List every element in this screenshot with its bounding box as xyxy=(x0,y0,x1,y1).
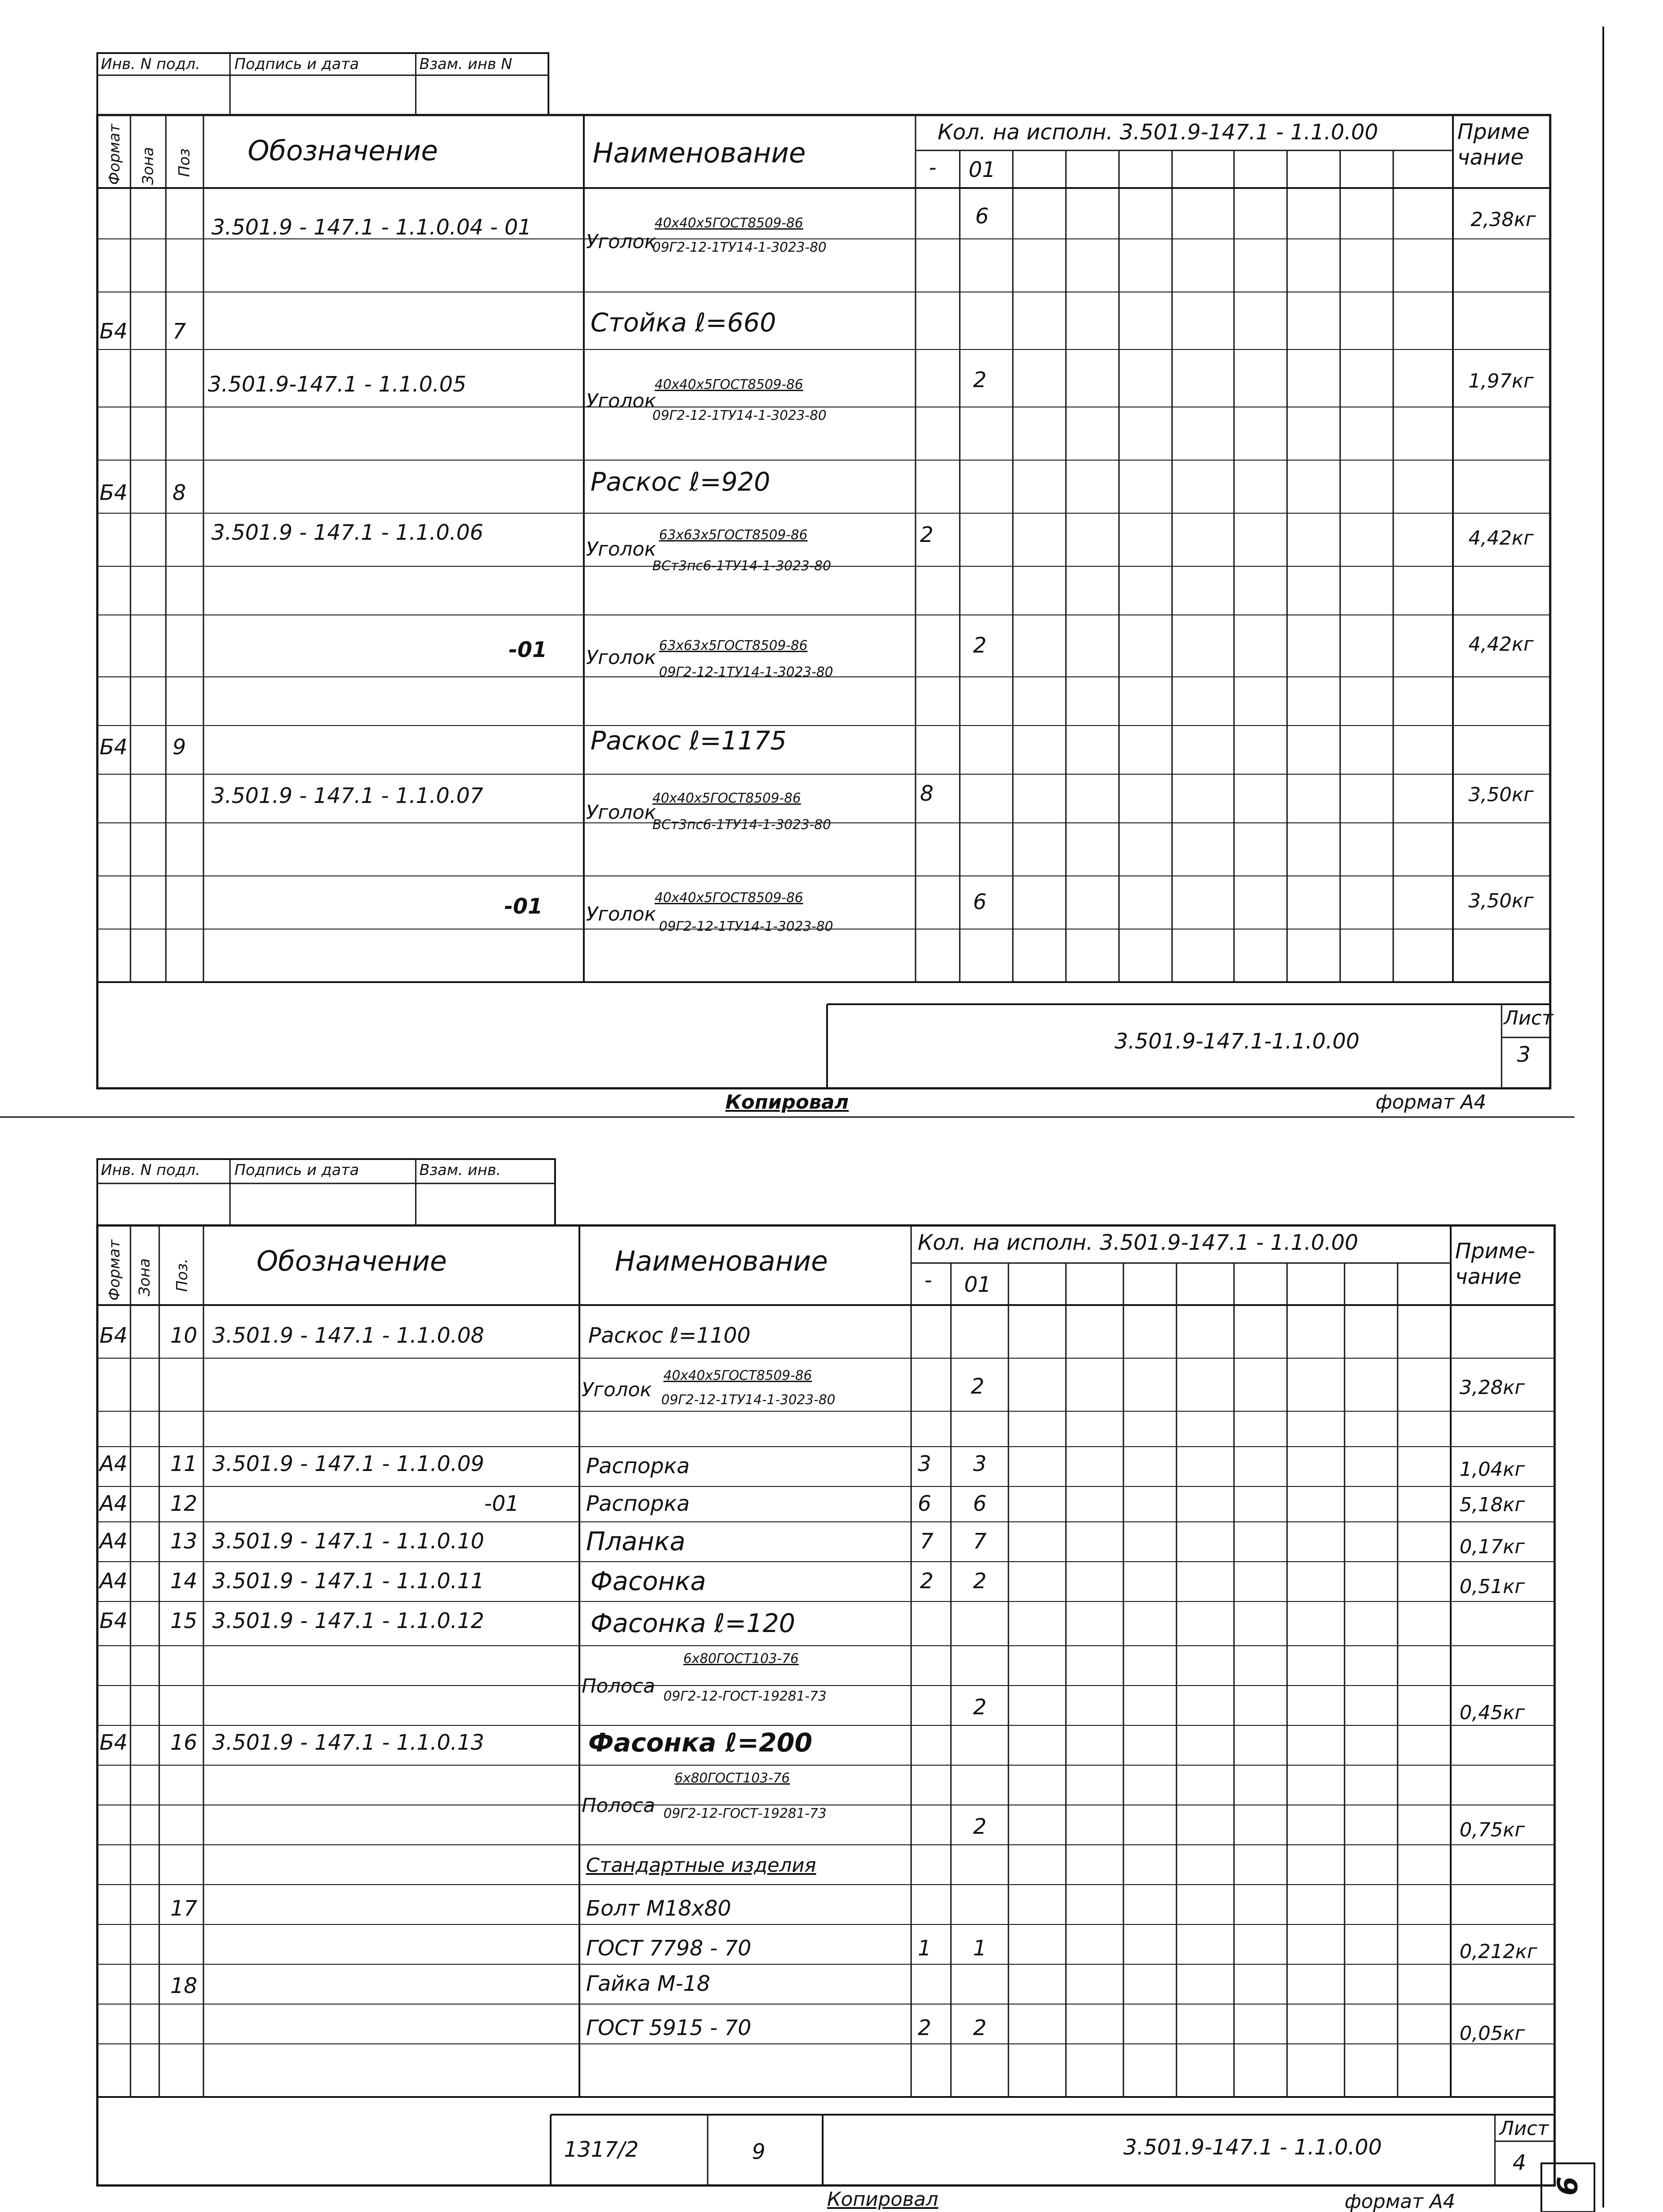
top-row3-pos: 8 xyxy=(172,480,186,505)
top-row8-designation: -01 xyxy=(504,894,543,919)
bottom-row4-name: Планка xyxy=(586,1526,686,1556)
bottom-row1-note: 3,28кг xyxy=(1460,1376,1525,1399)
bottom-row1-spec-bottom: 09Г2-12-1ТУ14-1-3023-80 xyxy=(661,1392,835,1408)
bottom-row2-note: 1,04кг xyxy=(1460,1458,1525,1481)
top-row4-spec-top: 63x63x5ГОСТ8509-86 xyxy=(659,527,808,543)
stamp-inv-label: Инв. N подл. xyxy=(101,55,200,73)
top-row1-format: Б4 xyxy=(100,319,128,344)
top-row5-q01: 2 xyxy=(973,633,987,658)
top-row4-note: 4,42кг xyxy=(1468,527,1534,549)
top-row4-designation: 3.501.9 - 147.1 - 1.1.0.06 xyxy=(211,520,483,545)
top-row7-designation: 3.501.9 - 147.1 - 1.1.0.07 xyxy=(211,783,483,808)
top-row5-designation: -01 xyxy=(509,637,547,662)
bottom-row4-format: А4 xyxy=(100,1529,128,1554)
col-header-designation: Обозначение xyxy=(248,134,438,167)
bottom-row3-q01: 6 xyxy=(973,1491,987,1516)
stamp-sign-label: Подпись и дата xyxy=(234,1161,359,1179)
bottom-row14-qdash: 2 xyxy=(918,2016,931,2040)
bottom-row3-format: А4 xyxy=(100,1491,128,1516)
top-row0-spec-top: 40x40x5ГОСТ8509-86 xyxy=(655,215,803,231)
top-row0-note: 2,38кг xyxy=(1471,208,1536,231)
bottom-row9-q01: 2 xyxy=(973,1814,987,1839)
top-row1-pos: 7 xyxy=(172,319,186,344)
bottom-section-standard: Стандартные изделия xyxy=(586,1854,816,1877)
col-header-note: Приме чание xyxy=(1457,119,1530,170)
col-header-qty: Кол. на исполн. 3.501.9-147.1 - 1.1.0.00 xyxy=(918,1230,1358,1255)
bottom-row0-pos: 10 xyxy=(170,1323,198,1348)
bottom-row4-q01: 7 xyxy=(973,1529,987,1554)
bottom-row7-q01: 2 xyxy=(973,1695,987,1720)
bottom-row2-pos: 11 xyxy=(170,1452,198,1476)
top-row3-title: Раскос ℓ=920 xyxy=(590,467,770,497)
top-sheet-number: 3 xyxy=(1517,1042,1531,1067)
bottom-row4-qdash: 7 xyxy=(920,1529,934,1554)
bottom-row5-qdash: 2 xyxy=(920,1569,934,1594)
top-row2-note: 1,97кг xyxy=(1468,370,1534,392)
top-row2-spec-top: 40x40x5ГОСТ8509-86 xyxy=(655,377,803,392)
bottom-row1-spec-top: 40x40x5ГОСТ8509-86 xyxy=(663,1368,812,1383)
bottom-row7-spec-bottom: 09Г2-12-ГОСТ-19281-73 xyxy=(663,1689,827,1704)
bottom-row0-title: Раскос ℓ=1100 xyxy=(588,1323,751,1348)
top-doc-code: 3.501.9-147.1-1.1.0.00 xyxy=(1115,1029,1360,1054)
top-row4-spec-bottom: ВСт3пс6-1ТУ14-1-3023-80 xyxy=(652,558,832,574)
top-row8-spec-bottom: 09Г2-12-1ТУ14-1-3023-80 xyxy=(659,919,833,934)
stamp-vzam-label: Взам. инв. xyxy=(419,1161,501,1179)
bottom-order-sheet: 9 xyxy=(752,2139,766,2164)
bottom-row12-qdash: 1 xyxy=(918,1936,931,1961)
bottom-row8-format: Б4 xyxy=(100,1730,128,1755)
bottom-row1-name: Уголок xyxy=(582,1379,652,1401)
top-row0-q01: 6 xyxy=(975,204,989,229)
bottom-row12-name: ГОСТ 7798 - 70 xyxy=(586,1936,751,1961)
top-row8-q01: 6 xyxy=(973,890,987,914)
bottom-row11-name: Болт М18x80 xyxy=(586,1896,732,1921)
col-header-qty: Кол. на исполн. 3.501.9-147.1 - 1.1.0.00 xyxy=(938,120,1378,145)
bottom-row2-format: А4 xyxy=(100,1452,128,1476)
top-row3-format: Б4 xyxy=(100,480,128,505)
bottom-row6-pos: 15 xyxy=(170,1609,198,1633)
stamp-inv-label: Инв. N подл. xyxy=(101,1161,200,1179)
top-row6-title: Раскос ℓ=1175 xyxy=(590,726,787,756)
col-header-designation: Обозначение xyxy=(257,1245,447,1277)
top-row6-pos: 9 xyxy=(172,735,186,760)
top-copied-label: Копировал xyxy=(725,1091,849,1114)
top-row0-spec-bottom: 09Г2-12-1ТУ14-1-3023-80 xyxy=(652,240,827,255)
top-row8-name: Уголок xyxy=(586,903,656,926)
top-row4-qdash: 2 xyxy=(920,522,934,547)
bottom-row14-note: 0,05кг xyxy=(1460,2022,1525,2045)
bottom-row12-note: 0,212кг xyxy=(1460,1940,1537,1963)
top-row5-spec-bottom: 09Г2-12-1ТУ14-1-3023-80 xyxy=(659,664,833,680)
bottom-format-label: формат А4 xyxy=(1345,2190,1456,2212)
bottom-row4-pos: 13 xyxy=(170,1529,198,1554)
bottom-row3-note: 5,18кг xyxy=(1460,1494,1525,1516)
col-header-format: Формат xyxy=(106,1240,123,1301)
top-row0-designation: 3.501.9 - 147.1 - 1.1.0.04 - 01 xyxy=(211,215,532,240)
col-header-01: 01 xyxy=(969,157,996,182)
bottom-row4-note: 0,17кг xyxy=(1460,1536,1525,1558)
top-row7-spec-bottom: ВСт3пс6-1ТУ14-1-3023-80 xyxy=(652,817,832,833)
col-header-format: Формат xyxy=(106,124,123,185)
bottom-row5-note: 0,51кг xyxy=(1460,1575,1525,1598)
bottom-row6-format: Б4 xyxy=(100,1609,128,1633)
bottom-row3-qdash: 6 xyxy=(918,1491,931,1516)
bottom-row12-q01: 1 xyxy=(973,1936,987,1961)
top-row5-spec-top: 63x63x5ГОСТ8509-86 xyxy=(659,638,808,653)
top-format-label: формат А4 xyxy=(1376,1091,1487,1114)
bottom-row11-pos: 17 xyxy=(170,1896,198,1921)
bottom-row5-designation: 3.501.9 - 147.1 - 1.1.0.11 xyxy=(212,1569,484,1594)
bottom-order-number: 1317/2 xyxy=(564,2137,639,2162)
bottom-row2-qdash: 3 xyxy=(918,1452,931,1476)
col-header-note: Приме- чание xyxy=(1455,1239,1535,1289)
top-row4-name: Уголок xyxy=(586,538,656,561)
bottom-row3-name: Распорка xyxy=(586,1491,690,1516)
bottom-row14-q01: 2 xyxy=(973,2016,987,2040)
col-header-01: 01 xyxy=(964,1272,992,1297)
col-header-dash: - xyxy=(924,1268,932,1293)
bottom-sheet-label: Лист xyxy=(1499,2117,1549,2140)
top-row6-format: Б4 xyxy=(100,735,128,760)
bottom-row4-designation: 3.501.9 - 147.1 - 1.1.0.10 xyxy=(212,1529,484,1554)
bottom-copied-label: Копировал xyxy=(827,2188,939,2211)
bottom-row5-q01: 2 xyxy=(973,1569,987,1594)
bottom-row13-pos: 18 xyxy=(170,1974,198,1998)
top-row2-spec-bottom: 09Г2-12-1ТУ14-1-3023-80 xyxy=(652,408,827,423)
col-header-name: Наименование xyxy=(615,1245,828,1277)
top-row8-spec-top: 40x40x5ГОСТ8509-86 xyxy=(655,890,803,906)
top-row1-title: Стойка ℓ=660 xyxy=(590,307,776,338)
col-header-zone: Зона xyxy=(136,1258,153,1296)
bottom-row6-title: Фасонка ℓ=120 xyxy=(590,1608,796,1638)
bottom-row9-spec-top: 6x80ГОСТ103-76 xyxy=(674,1770,790,1786)
bottom-row1-q01: 2 xyxy=(971,1374,985,1399)
bottom-row2-designation: 3.501.9 - 147.1 - 1.1.0.09 xyxy=(212,1452,484,1476)
margin-page-mark: 9 xyxy=(1550,2176,1583,2196)
top-row7-note: 3,50кг xyxy=(1468,783,1534,806)
bottom-row8-title: Фасонка ℓ=200 xyxy=(588,1728,812,1758)
bottom-sheet-number: 4 xyxy=(1513,2151,1526,2175)
bottom-row9-spec-bottom: 09Г2-12-ГОСТ-19281-73 xyxy=(663,1806,827,1821)
bottom-row9-name: Полоса xyxy=(582,1794,655,1817)
col-header-dash: - xyxy=(929,155,937,180)
top-row2-name: Уголок xyxy=(586,390,656,412)
col-header-zone: Зона xyxy=(139,147,157,185)
top-row2-q01: 2 xyxy=(973,368,987,392)
bottom-row7-name: Полоса xyxy=(582,1675,655,1697)
top-row5-note: 4,42кг xyxy=(1468,633,1534,656)
top-sheet-label: Лист xyxy=(1504,1007,1553,1029)
col-header-name: Наименование xyxy=(593,137,806,169)
bottom-row0-designation: 3.501.9 - 147.1 - 1.1.0.08 xyxy=(212,1323,484,1348)
stamp-sign-label: Подпись и дата xyxy=(234,55,359,73)
top-row0-name: Уголок xyxy=(586,230,656,253)
top-row8-note: 3,50кг xyxy=(1468,890,1534,912)
top-row7-qdash: 8 xyxy=(920,781,934,806)
top-row7-name: Уголок xyxy=(586,801,656,824)
bottom-row2-name: Распорка xyxy=(586,1454,690,1479)
top-row5-name: Уголок xyxy=(586,646,656,669)
bottom-row2-q01: 3 xyxy=(973,1452,987,1476)
top-row7-spec-top: 40x40x5ГОСТ8509-86 xyxy=(652,791,801,806)
col-header-pos: Поз. xyxy=(173,1258,191,1292)
bottom-row7-note: 0,45кг xyxy=(1460,1701,1525,1724)
bottom-row8-designation: 3.501.9 - 147.1 - 1.1.0.13 xyxy=(212,1730,484,1755)
col-header-pos: Поз xyxy=(176,148,193,177)
bottom-row3-designation: -01 xyxy=(484,1491,519,1516)
bottom-row14-name: ГОСТ 5915 - 70 xyxy=(586,2016,751,2040)
bottom-doc-code: 3.501.9-147.1 - 1.1.0.00 xyxy=(1123,2135,1382,2160)
bottom-row8-pos: 16 xyxy=(170,1730,198,1755)
bottom-row5-pos: 14 xyxy=(170,1569,198,1594)
bottom-row5-format: А4 xyxy=(100,1569,128,1594)
bottom-row3-pos: 12 xyxy=(170,1491,198,1516)
stamp-vzam-label: Взам. инв N xyxy=(419,55,513,73)
bottom-row5-name: Фасонка xyxy=(590,1566,706,1596)
bottom-row13-name: Гайка М-18 xyxy=(586,1971,710,1996)
bottom-row9-note: 0,75кг xyxy=(1460,1819,1525,1841)
bottom-row6-designation: 3.501.9 - 147.1 - 1.1.0.12 xyxy=(212,1609,484,1633)
top-row2-designation: 3.501.9-147.1 - 1.1.0.05 xyxy=(208,372,467,397)
bottom-row7-spec-top: 6x80ГОСТ103-76 xyxy=(683,1651,799,1667)
bottom-row0-format: Б4 xyxy=(100,1323,128,1348)
